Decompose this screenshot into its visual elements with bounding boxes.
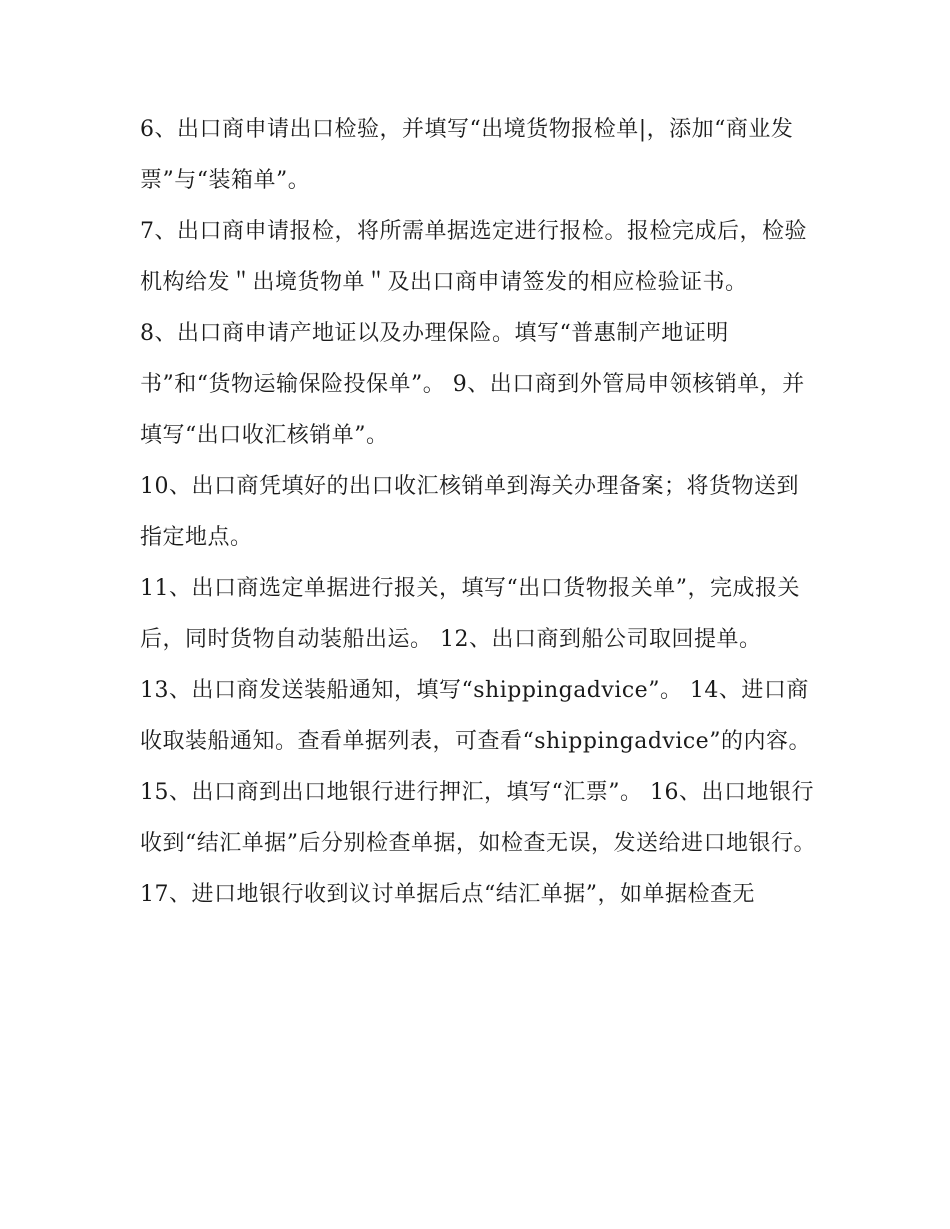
document-page: [140, 104, 816, 920]
paragraph-step-6: 6、出口商申请出口检验，并填写“出境货物报检单|，添加“商业发票”与“装箱单”。: [140, 117, 794, 193]
paragraph-step-10: 10、出口商凭填好的出口收汇核销单到海关办理备案；将货物送到指定地点。: [140, 474, 799, 550]
paragraph-step-8-9: 8、出口商申请产地证以及办理保险。填写“普惠制产地证明书”和“货物运输保险投保单”。 9、出口商到外管局申领核销单，并填写“出口收汇核销单”。: [140, 321, 805, 448]
paragraph-step-13-14: 13、出口商发送装船通知，填写“shippingadvice”。 14、进口商收取装船通知。查看单据列表，可查看“shippingadvice”的内容。: [140, 678, 811, 754]
paragraph-step-17: 17、进口地银行收到议讨单据后点“结汇单据”，如单据检查无: [140, 882, 755, 907]
paragraph-step-7: 7、出口商申请报检，将所需单据选定进行报检。报检完成后，检验机构给发＂出境货物单＂及出口商申请签发的相应检验证书。: [140, 219, 807, 295]
paragraph-step-15-16: 15、出口商到出口地银行进行押汇，填写“汇票”。 16、出口地银行收到“结汇单据”后分别检查单据，如检查无误，发送给进口地银行。: [140, 780, 816, 856]
paragraph-step-11-12: 11、出口商选定单据进行报关，填写“出口货物报关单”，完成报关后，同时货物自动装船出运。 12、出口商到船公司取回提单。: [140, 576, 800, 652]
